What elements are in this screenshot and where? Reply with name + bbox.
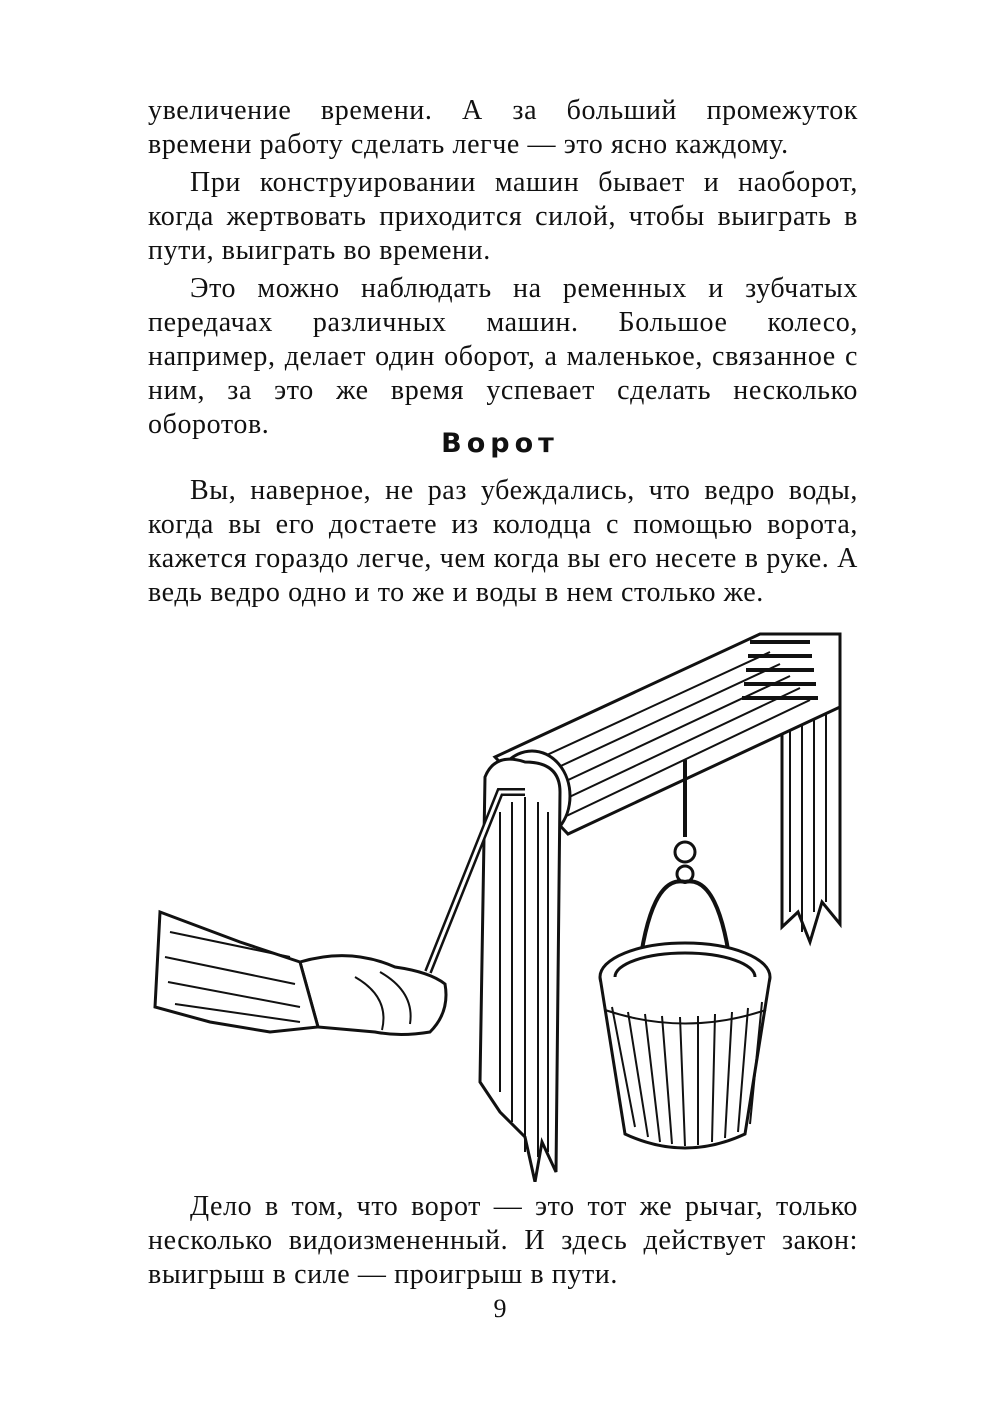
paragraph-lever-law: Дело в том, что ворот — это тот же рычаг, только несколько видоизмененный. И здесь действует закон: выигрыш в силе — проигрыш в пути.	[148, 1191, 858, 1290]
top-text-block	[148, 94, 858, 442]
page-number: 9	[493, 1294, 507, 1323]
windlass-with-bucket-illustration	[150, 612, 870, 1182]
section-heading: Ворот	[441, 428, 559, 459]
paragraph-construction: При конструировании машин бывает и наоборот, когда жертвовать приходится силой, чтобы выиграть в пути, выиграть во времени.	[148, 167, 858, 266]
paragraph-bucket: Вы, наверное, не раз убеждались, что ведро воды, когда вы его достаете из колодца с помощью ворота, кажется гораздо легче, чем когда вы его несете в руке. А ведь ведро одно и то же и воды в нем столько же.	[148, 475, 858, 608]
mid-text-block	[148, 474, 858, 610]
bottom-text-block	[148, 1190, 858, 1292]
paragraph-continuation: увеличение времени. А за больший промежуток времени работу сделать легче — это ясно каждому.	[148, 95, 858, 160]
paragraph-gears: Это можно наблюдать на ременных и зубчатых передачах различных машин. Большое колесо, например, делает один оборот, а маленькое, связанное с ним, за это же время успевает сделать несколько оборотов.	[148, 273, 858, 440]
